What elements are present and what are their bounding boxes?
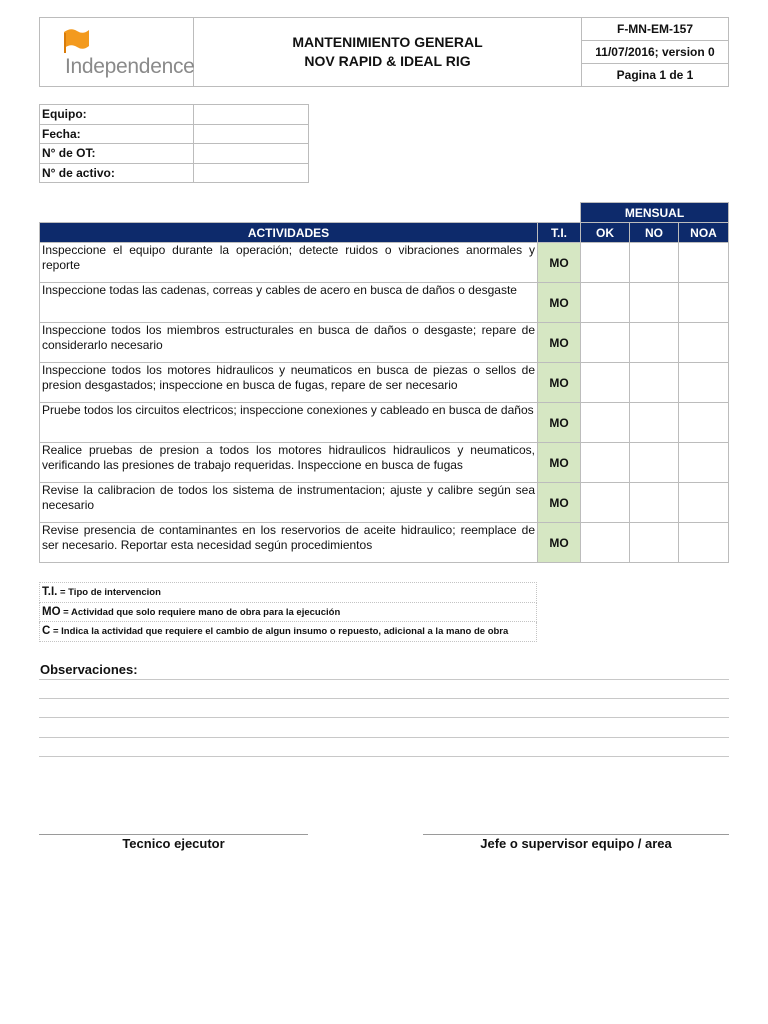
- ok-checkbox-cell[interactable]: [581, 403, 630, 443]
- noa-checkbox-cell[interactable]: [679, 523, 729, 563]
- supervisor-signature-label: Jefe o supervisor equipo / area: [480, 836, 672, 851]
- noa-column-header: NOA: [679, 223, 729, 243]
- ok-checkbox-cell[interactable]: [581, 483, 630, 523]
- activity-description: Inspeccione todos los miembros estructurales en busca de daños o desgaste; repare de considerarlo necesario: [40, 323, 538, 363]
- doc-page: Pagina 1 de 1: [582, 64, 729, 87]
- table-row: [40, 283, 729, 323]
- legend-text: = Indica la actividad que requiere el cambio de algun insumo o repuesto, adicional a la mano de obra: [52, 626, 509, 638]
- legend-table: [39, 582, 537, 642]
- activity-description: Pruebe todos los circuitos electricos; inspeccione conexiones y cableado en busca de daños: [40, 403, 538, 443]
- table-row: [40, 483, 729, 523]
- title-line-1: MANTENIMIENTO GENERAL: [292, 34, 483, 50]
- ok-column-header: OK: [581, 223, 630, 243]
- activity-description: Inspeccione todas las cadenas, correas y cables de acero en busca de daños o desgaste: [40, 283, 538, 323]
- equipment-info-table: [39, 104, 309, 183]
- activity-description: Revise presencia de contaminantes en los reservorios de aceite hidraulico; reemplace de ser necesario. Reportar esta necesidad según procedimientos: [40, 523, 538, 563]
- table-row: [40, 403, 729, 443]
- fecha-label: Fecha:: [40, 124, 194, 144]
- ti-value: MO: [538, 243, 581, 283]
- ti-value: MO: [538, 323, 581, 363]
- ot-number-label: N° de OT:: [40, 144, 194, 164]
- observations-label: Observaciones:: [40, 662, 138, 677]
- table-row: [40, 363, 729, 403]
- legend-text: = Tipo de intervencion: [59, 587, 161, 599]
- ti-value: MO: [538, 283, 581, 323]
- ok-checkbox-cell[interactable]: [581, 283, 630, 323]
- doc-date-version: 11/07/2016; version 0: [582, 41, 729, 64]
- ti-value: MO: [538, 363, 581, 403]
- table-row: [40, 323, 729, 363]
- no-checkbox-cell[interactable]: [630, 283, 679, 323]
- legend-key: C: [42, 625, 51, 638]
- asset-number-field[interactable]: [194, 163, 309, 183]
- noa-checkbox-cell[interactable]: [679, 323, 729, 363]
- ok-checkbox-cell[interactable]: [581, 363, 630, 403]
- ti-value: MO: [538, 483, 581, 523]
- ok-checkbox-cell[interactable]: [581, 323, 630, 363]
- no-checkbox-cell[interactable]: [630, 363, 679, 403]
- legend-row: [40, 602, 537, 622]
- no-checkbox-cell[interactable]: [630, 403, 679, 443]
- brand-name: Independence: [65, 55, 195, 78]
- logo-cell: [40, 18, 194, 87]
- table-row: [40, 523, 729, 563]
- observation-line[interactable]: [39, 679, 729, 680]
- noa-checkbox-cell[interactable]: [679, 483, 729, 523]
- noa-checkbox-cell[interactable]: [679, 363, 729, 403]
- noa-checkbox-cell[interactable]: [679, 283, 729, 323]
- no-checkbox-cell[interactable]: [630, 243, 679, 283]
- ok-checkbox-cell[interactable]: [581, 243, 630, 283]
- ti-value: MO: [538, 403, 581, 443]
- ok-checkbox-cell[interactable]: [581, 523, 630, 563]
- fecha-field[interactable]: [194, 124, 309, 144]
- no-column-header: NO: [630, 223, 679, 243]
- no-checkbox-cell[interactable]: [630, 523, 679, 563]
- legend-text: = Actividad que solo requiere mano de obra para la ejecución: [63, 606, 341, 618]
- no-checkbox-cell[interactable]: [630, 443, 679, 483]
- document-header: [39, 17, 729, 87]
- asset-number-label: N° de activo:: [40, 163, 194, 183]
- table-row: [40, 443, 729, 483]
- activity-description: Inspeccione el equipo durante la operación; detecte ruidos o vibraciones anormales y reporte: [40, 243, 538, 283]
- activity-description: Inspeccione todos los motores hidraulicos y neumaticos en busca de piezas o sellos de presion desgastados; inspeccione en busca de fugas, repare de ser necesario: [40, 363, 538, 403]
- no-checkbox-cell[interactable]: [630, 323, 679, 363]
- flag-icon: [62, 26, 92, 54]
- technician-signature-line[interactable]: [39, 834, 308, 835]
- activity-description: Revise la calibracion de todos los sistema de instrumentacion; ajuste y calibre según sea necesario: [40, 483, 538, 523]
- ot-number-field[interactable]: [194, 144, 309, 164]
- equipo-label: Equipo:: [40, 105, 194, 125]
- legend-key: T.I.: [42, 586, 58, 599]
- activity-description: Realice pruebas de presion a todos los motores hidraulicos hidraulicos y neumaticos, verificando las presiones de trabajo requeridas. Inspeccione en busca de fugas: [40, 443, 538, 483]
- frequency-header: MENSUAL: [581, 203, 729, 223]
- legend-row: [40, 583, 537, 603]
- noa-checkbox-cell[interactable]: [679, 403, 729, 443]
- ok-checkbox-cell[interactable]: [581, 443, 630, 483]
- ti-value: MO: [538, 523, 581, 563]
- activities-table: [39, 202, 729, 563]
- observation-line[interactable]: [39, 698, 729, 699]
- no-checkbox-cell[interactable]: [630, 483, 679, 523]
- observation-line[interactable]: [39, 737, 729, 738]
- observation-line[interactable]: [39, 756, 729, 757]
- observation-line[interactable]: [39, 717, 729, 718]
- ti-value: MO: [538, 443, 581, 483]
- noa-checkbox-cell[interactable]: [679, 443, 729, 483]
- table-row: [40, 243, 729, 283]
- document-title: [194, 18, 582, 87]
- legend-key: MO: [42, 605, 61, 618]
- doc-code: F-MN-EM-157: [582, 18, 729, 41]
- noa-checkbox-cell[interactable]: [679, 243, 729, 283]
- technician-signature-label: Tecnico ejecutor: [122, 836, 225, 851]
- activities-column-header: ACTIVIDADES: [40, 223, 538, 243]
- supervisor-signature-line[interactable]: [423, 834, 729, 835]
- ti-column-header: T.I.: [538, 223, 581, 243]
- company-logo: [62, 24, 195, 82]
- title-line-2: NOV RAPID & IDEAL RIG: [304, 53, 471, 69]
- legend-row: [40, 622, 537, 642]
- equipo-field[interactable]: [194, 105, 309, 125]
